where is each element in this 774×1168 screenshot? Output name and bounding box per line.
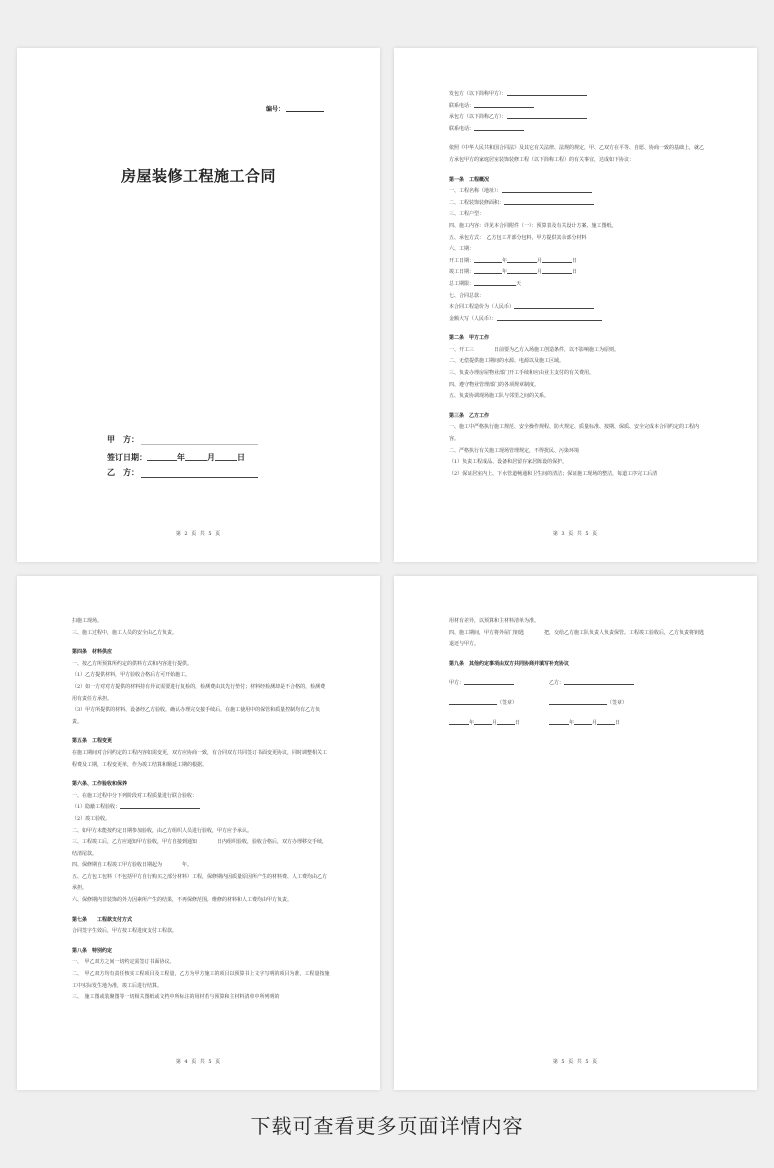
article-5-title: 第五条 工程变更 — [72, 738, 113, 745]
blank — [542, 256, 572, 263]
art1-item — [449, 198, 707, 210]
text-line: 四、施工期间，甲方将外屋门钥匙 把，交给乙方施工队负责人负责保管。工程竣工验收后，乙方负责将钥匙退还与甲方。 — [449, 629, 705, 648]
date-row — [449, 718, 707, 730]
page-5-content — [449, 616, 707, 729]
blank — [449, 698, 497, 705]
article-4-title: 第四条 材料供应 — [72, 649, 113, 656]
art1-item — [449, 233, 707, 245]
art2-item: 二、无偿提供施工期间的水源、电源以及施工区域。 — [449, 358, 565, 365]
art6-item: 四、保修期自工程竣工甲方验收日期起为 年。 — [72, 862, 193, 869]
blank — [507, 267, 537, 274]
blank — [497, 314, 602, 321]
blank — [514, 302, 594, 309]
art5-text: 在施工期间对合同约定的工程内容如需变更，双方应协商一致，有合同双方共同签订书面变更协议，同时调整相关工程费及工期，工程变更单，作为竣工结算和顺延工期的根据。 — [72, 749, 328, 768]
year-blank — [147, 453, 177, 461]
blank — [497, 718, 515, 725]
art6-item: （2）竣工验收。 — [72, 815, 111, 822]
blank — [474, 279, 516, 286]
page-2 — [17, 48, 380, 562]
amount-words — [449, 314, 707, 326]
total-days — [449, 279, 707, 291]
art1-text: 四、施工内容：详见本合同附件（一）：预算表及有关设计方案、施工图纸。 — [449, 222, 617, 229]
art4-item: （1）乙方提供材料，甲方验收合格后方可开始施工。 — [72, 672, 191, 679]
year-label: 年 — [177, 452, 185, 462]
article-7-title: 第七条 工程款支付方式 — [72, 916, 133, 923]
page-number: 第 3 页 共 5 页 — [552, 531, 599, 537]
seal-row — [449, 698, 707, 710]
art6-text: （1）隐蔽工程验收： — [72, 804, 121, 811]
blank — [549, 718, 569, 725]
art1-text: 二、工程装饰装修面积： — [449, 199, 505, 206]
art6-item: 六、保修期内非装饰的外力因素所产生的结果，不再保修范围，维修的材料和人工费均由甲方负责。 — [72, 897, 293, 904]
parties-row — [449, 678, 707, 690]
art2-item: 五、负责协调现场施工队与邻里之间的关系。 — [449, 393, 550, 400]
sign-date — [107, 452, 245, 463]
day-unit: 天 — [516, 280, 522, 287]
art1-item — [449, 209, 707, 221]
art1-text: 七、合同总款： — [449, 292, 485, 299]
blank — [474, 267, 502, 274]
employer-line — [449, 89, 707, 101]
blank — [474, 101, 534, 108]
text-line: 扫施工现场。 — [72, 618, 103, 624]
month-label: 月 — [492, 719, 498, 726]
phone-label: 联系电话： — [449, 125, 475, 132]
blank — [542, 267, 572, 274]
day-blank — [215, 453, 237, 461]
party-a — [449, 678, 549, 690]
blank — [564, 678, 634, 685]
page-4-content — [72, 616, 330, 1004]
page-5 — [394, 576, 757, 1090]
art3-item: 二、严格执行有关施工现场管理规定，不得扰民、污染环境 — [449, 447, 580, 454]
party-b-label: 乙 方： — [107, 467, 139, 477]
art1-text: 三、工程户型： — [449, 211, 485, 218]
blank — [464, 678, 514, 685]
art2-item: 三、负责办理房屋物业部门开工手续和应由业主支付的有关费用。 — [449, 370, 595, 377]
art2-item: 一、开工三 日前要为乙方入场施工创造条件，以不影响施工为原则。 — [449, 346, 620, 353]
art8-item: 二、 甲乙双方均有责任核实工程项目及工程量，乙方为甲方施工的项目以预算书上文字写明的项目为准，工程量按施工中实际发生地为准，竣工后进行结算。 — [72, 971, 330, 989]
art6-item: 二、如甲方未能按约定日期参加验收，由乙方组织人员进行验收，甲方应予承认。 — [72, 827, 253, 834]
seal-label: （签章） — [497, 699, 518, 706]
contract-title: 房屋装修工程施工合同 — [120, 167, 276, 185]
art8-item: 一、 甲乙双方之间一切约定需签订书面协议。 — [72, 959, 175, 966]
article-8-title: 第八条 特别约定 — [72, 947, 113, 954]
blank — [474, 256, 502, 263]
page-3 — [394, 48, 757, 562]
art8-item: 三、 施工图或装聚图等一切相关图纸或文档中所标注的用材若与预算和主材料清单中所列明的 — [72, 994, 280, 1001]
blank — [449, 718, 469, 725]
end-date — [449, 267, 707, 279]
day-label: 日 — [237, 452, 245, 462]
article-9-title: 第九条 其他约定事项由双方共同协商并填写补充协议 — [449, 660, 570, 667]
download-caption: 下载可查看更多页面详情内容 — [250, 1114, 524, 1138]
blank — [474, 124, 524, 131]
art6-item: 三、工程竣工后，乙方应通知甲方验收，甲方自接到通知 日内组织验收，验收合格后，双方办理移交手续，结清尾款。 — [72, 839, 328, 857]
employer-label: 发包方（以下简称甲方）： — [449, 91, 507, 97]
year-label: 年 — [502, 257, 508, 264]
page-4 — [17, 576, 380, 1090]
party-a-date — [449, 718, 549, 730]
employer-phone — [449, 101, 707, 113]
party-b — [549, 678, 649, 690]
art1-item — [449, 186, 707, 198]
serial-label: 编号： — [265, 106, 284, 113]
day-label: 日 — [615, 719, 621, 726]
text-line: 三、施工过程中，施工人员的安全由乙方负责。 — [72, 629, 178, 636]
contract-price — [449, 302, 707, 314]
year-label: 年 — [569, 719, 575, 726]
day-label: 日 — [572, 257, 578, 264]
art1-text: 本合同工程造价为（人民币） — [449, 304, 515, 311]
article-6-title: 第六条、工作验收和保养 — [72, 781, 128, 788]
party-a-label: 甲方： — [449, 680, 465, 687]
month-label: 月 — [537, 257, 543, 264]
article-1-title: 第一条 工程概况 — [449, 176, 490, 183]
serial-number — [266, 104, 324, 113]
contractor-phone — [449, 124, 707, 136]
party-b-line — [141, 469, 258, 478]
art1-item — [449, 291, 707, 303]
art3-item: （1）负责工程成品、设备和居留存家居陈设的保护。 — [449, 459, 568, 466]
year-label: 年 — [502, 269, 508, 276]
art3-item: 一、施工中严格执行施工规范、安全操作规程、防火规定、质量标准、按期、保质、安全完成本合同约定的工程内容。 — [449, 424, 700, 443]
month-label: 月 — [537, 269, 543, 276]
art1-text: 总工期限： — [449, 280, 475, 287]
party-b-date — [549, 718, 649, 730]
art1-text: 一、工程名称（地址）： — [449, 188, 502, 195]
blank — [507, 89, 587, 96]
page-number: 第 2 页 共 5 页 — [175, 531, 222, 537]
art6-item — [72, 802, 330, 814]
month-label: 月 — [592, 719, 598, 726]
blank — [120, 802, 200, 809]
blank — [502, 186, 592, 193]
art4-item: （3）甲方所提供的材料、设备经乙方验收，确认办理完交接手续后，在施工使用中的保管和质量控制均有乙方负责。 — [72, 707, 321, 725]
party-a-line — [141, 436, 258, 445]
serial-blank — [286, 111, 324, 112]
art1-text: 金额大写（人民币）： — [449, 315, 497, 322]
page-number: 第 5 页 共 5 页 — [552, 1059, 599, 1065]
month-label: 月 — [207, 452, 215, 462]
contractor-label: 承包方（以下简称乙方）： — [449, 114, 507, 121]
party-b-label: 乙方： — [549, 680, 565, 687]
party-b-signature — [107, 467, 258, 478]
start-date — [449, 256, 707, 268]
art1-text: 六、工期： — [449, 246, 475, 253]
blank — [507, 112, 587, 119]
page-number: 第 4 页 共 5 页 — [175, 1059, 222, 1065]
blank — [549, 698, 607, 705]
blank — [574, 718, 592, 725]
party-b-seal — [549, 698, 649, 710]
intro-paragraph: 依照《中华人民共和国合同法》及其它有关法律、法规的规定，甲、乙双方在平等、自愿、协商一致的基础上，就乙方承包甲方的家庭居室装饰装修工程（以下简称工程）的有关事宜，达成如下协议： — [449, 145, 705, 163]
art4-item: 一、按乙方所预算所约定的供料方式和内容进行提供。 — [72, 660, 193, 667]
page-3-content — [449, 89, 707, 480]
party-a-seal — [449, 698, 549, 710]
party-a-signature — [107, 434, 258, 445]
art6-item: 五、乙方包工包料（不包括甲方自行购买之部分材料）工程，保修期内因质量原因所产生的材料费、人工费均由乙方承担。 — [72, 873, 328, 892]
party-a-label: 甲 方： — [107, 434, 139, 444]
month-blank — [185, 453, 207, 461]
art3-item: （2）保证居室内上、下水管道畅通和卫生间的清洁；保证施工现场的整洁，每道工序完工后清 — [449, 470, 658, 477]
text-line: 用材有差异，以预算和主材料清单为准。 — [449, 618, 540, 624]
art1-text: 五、承包方式： 乙方包工并部分包料，甲方提供其余部分材料 — [449, 234, 587, 241]
day-label: 日 — [515, 719, 521, 726]
art1-item — [449, 221, 707, 233]
day-label: 日 — [572, 269, 578, 276]
sign-date-label: 签订日期： — [107, 452, 147, 462]
phone-label: 联系电话： — [449, 102, 475, 109]
article-3-title: 第三条 乙方工作 — [449, 412, 490, 419]
art4-item: （2）如一方对对方提供的材料持有异议需要进行复检的，检测费由其先行垫付；材料经检测却是不合格的，检测费用有责任方承担。 — [72, 683, 326, 702]
blank — [504, 198, 594, 205]
blank — [597, 718, 615, 725]
seal-label: （签章） — [607, 699, 628, 706]
art1-item — [449, 244, 707, 256]
article-2-title: 第二条 甲方工作 — [449, 335, 490, 342]
art1-text: 竣工日期： — [449, 269, 475, 276]
art6-item: 一、在施工过程中分下列阶段对工程质量进行联合验收： — [72, 792, 198, 799]
art1-text: 开工日期： — [449, 257, 475, 264]
blank — [474, 718, 492, 725]
contractor-line — [449, 112, 707, 124]
blank — [507, 256, 537, 263]
year-label: 年 — [469, 719, 475, 726]
art7-text: 合同签字生效后，甲方按工程进度支付工程款。 — [72, 928, 178, 935]
art2-item: 四、遵守物业管理部门的各项规章制度。 — [449, 381, 540, 388]
